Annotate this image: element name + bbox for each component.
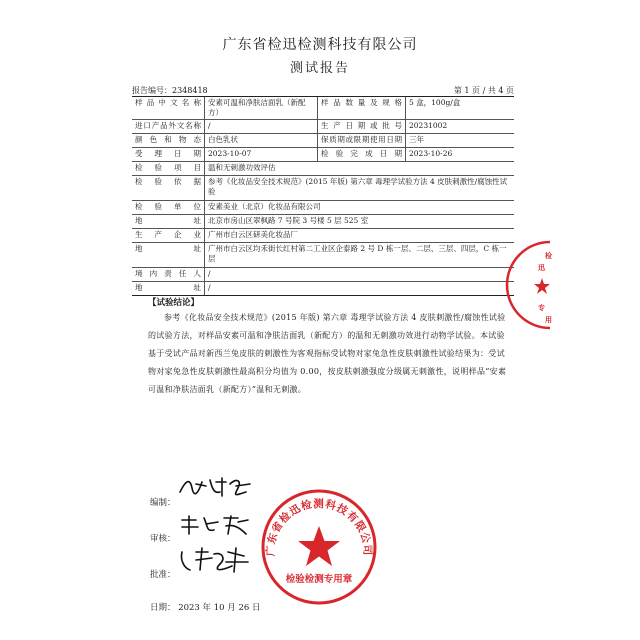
value-check-item: 温和无刺激功效评估 — [204, 162, 514, 175]
svg-text:用: 用 — [545, 316, 552, 324]
sample-info-table — [132, 96, 514, 296]
value-producer-address: 广州市白云区均禾街长红村第二工业区企泰路 2 号 D 栋一层、二层、三层、四层，C 栋一层 — [204, 243, 514, 267]
value-batch: 20231002 — [405, 120, 514, 133]
value-accept-date: 2023-10-07 — [204, 148, 317, 161]
value-foreign-name: / — [204, 120, 317, 133]
table-row — [132, 176, 514, 201]
value-color-state: 白色乳状 — [204, 134, 317, 147]
svg-text:迅: 迅 — [538, 264, 545, 272]
editor-label: 编制： — [150, 498, 176, 508]
label-accept-date: 受理日期 — [135, 149, 201, 158]
editor-signature — [176, 474, 256, 500]
conclusion-text: 参考《化妆品安全技术规范》(2015 年版) 第六章 毒理学试验方法 4 皮肤刺激性/腐蚀性试验的试验方法，对样品安素可温和净肤洁面乳（新配方）的温和无刺激功效进行动物学试验。本试验基于受试产品对新西兰兔皮肤的刺激性为客观指标受试物对家兔急性皮肤刺激性试验结果为：受试物对家兔急性皮肤刺激性最高积分均值为 0.00，按皮肤刺激强度分级属无刺激性，说明样品“安素可温和净肤洁面乳（新配方）”温和无刺激。 — [148, 313, 507, 394]
reviewer-label: 审核： — [150, 534, 176, 544]
table-row — [132, 134, 514, 148]
conclusion-heading: 【试验结论】 — [148, 298, 200, 308]
label-shelf-life: 保质期或限期使用日期 — [317, 134, 405, 147]
label-applicant-address: 地址 — [135, 216, 201, 225]
value-sample-quantity: 5 盒，100g/盒 — [405, 97, 514, 119]
value-applicant: 安素美业（北京）化妆品有限公司 — [204, 201, 514, 214]
report-number: 报告编号：2348418 — [132, 86, 208, 95]
table-row — [132, 162, 514, 176]
label-domestic-address: 地址 — [135, 283, 201, 292]
table-row — [132, 148, 514, 162]
official-seal — [260, 488, 378, 606]
label-check-item: 检验项目 — [135, 163, 201, 172]
label-applicant: 检验单位 — [135, 202, 201, 211]
table-row — [132, 120, 514, 134]
value-domestic-responsible: / — [204, 268, 514, 281]
value-shelf-life: 三年 — [405, 134, 514, 147]
value-domestic-address: / — [204, 282, 514, 295]
label-color-state: 颜色和物态 — [135, 135, 201, 144]
report-date: 日期： 2023 年 10 月 26 日 — [150, 603, 261, 613]
table-row — [132, 201, 514, 215]
label-sample-quantity: 样品数量及规格 — [317, 97, 405, 119]
table-row — [132, 282, 514, 295]
reviewer-signature — [176, 512, 256, 538]
seal-bottom-text: 检验检测专用章 — [285, 574, 353, 585]
doc-title: 测试报告 — [289, 61, 350, 76]
value-complete-date: 2023-10-26 — [405, 148, 514, 161]
table-row — [132, 97, 514, 120]
label-producer-address: 地址 — [135, 244, 201, 253]
approver-signature — [178, 546, 254, 574]
value-basis: 参考《化妆品安全技术规范》(2015 年版) 第六章 毒理学试验方法 4 皮肤刺激性/腐蚀性试验 — [204, 176, 514, 200]
value-applicant-address: 北京市房山区翠枫路 7 号院 3 号楼 5 层 525 室 — [204, 215, 514, 228]
seal-star-icon — [298, 526, 340, 566]
svg-text:检: 检 — [545, 252, 552, 260]
approver-label: 批准： — [150, 570, 176, 580]
label-sample-name: 样品中文名称 — [135, 98, 201, 107]
label-batch: 生产日期或批号 — [317, 120, 405, 133]
value-producer: 广州市白云区研美化妆品厂 — [204, 229, 514, 242]
table-row — [132, 229, 514, 243]
label-complete-date: 检验完成日期 — [317, 148, 405, 161]
label-domestic-responsible: 境内责任人 — [135, 269, 201, 278]
value-sample-name: 安素可温和净肤洁面乳（新配方） — [204, 97, 317, 119]
page-number: 第 1 页 / 共 4 页 — [453, 86, 514, 95]
seal-star-icon — [534, 278, 550, 294]
label-foreign-name: 进口产品外文名称 — [135, 121, 201, 130]
label-basis: 检验依据 — [135, 177, 201, 186]
label-producer: 生产企业 — [135, 230, 201, 239]
svg-text:专: 专 — [538, 304, 545, 312]
table-row — [132, 243, 514, 268]
company-title: 广东省检迅检测科技有限公司 — [222, 37, 418, 53]
table-row — [132, 268, 514, 282]
seal-ring-text: 广东省检迅检测科技有限公司 — [264, 498, 374, 557]
perforation-seal — [528, 240, 550, 330]
table-row — [132, 215, 514, 229]
